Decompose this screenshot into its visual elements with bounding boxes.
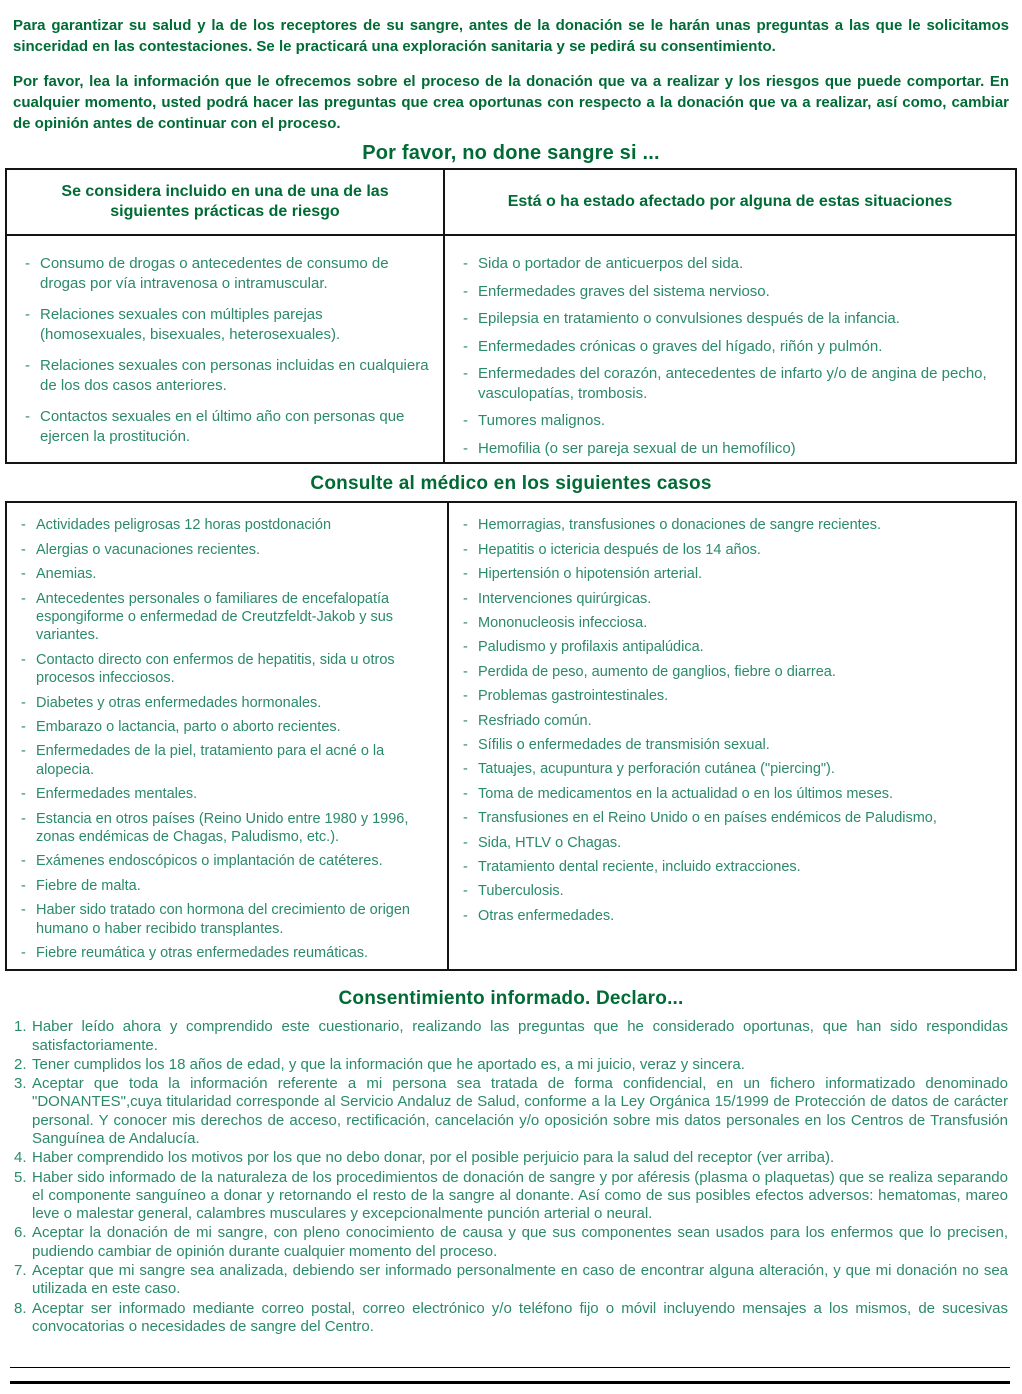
risk-table-right-cell bbox=[445, 236, 1015, 462]
consult-table-right-cell bbox=[449, 503, 1015, 969]
list-item: - Fiebre de malta. bbox=[19, 877, 437, 895]
risk-table-left-cell bbox=[7, 236, 445, 462]
list-item: - Tumores malignos. bbox=[461, 411, 1001, 431]
signature-rule-thin bbox=[10, 1367, 1010, 1368]
intro-paragraph-2: Por favor, lea la información que le ofrecemos sobre el proceso de la donación que va a realizar y los riesgos que puede comportar. En cualquier momento, usted podrá hacer las preguntas que crea oportunas con respecto a la donación que va a realizar, así como, cambiar de opinión antes de continuar con el proceso. bbox=[13, 73, 1009, 132]
list-item: - Enfermedades del corazón, antecedentes de infarto y/o de angina de pecho, vasculopatías, trombosis. bbox=[461, 364, 1001, 403]
list-item: - Hemorragias, transfusiones o donaciones de sangre recientes. bbox=[461, 516, 1005, 534]
consent-item bbox=[14, 1056, 1008, 1074]
consult-doctor-table bbox=[5, 501, 1017, 971]
consent-item bbox=[14, 1224, 1008, 1261]
list-item: - Consumo de drogas o antecedentes de consumo de drogas por vía intravenosa o intramuscular. bbox=[23, 254, 429, 294]
list-item: - Enfermedades de la piel, tratamiento para el acné o la alopecia. bbox=[19, 742, 437, 779]
consent-item-text: Haber leído ahora y comprendido este cuestionario, realizando las preguntas que he considerado oportunas, que han sido respondidas satisfactoriamente. bbox=[32, 1018, 1008, 1054]
signature-rule-thick bbox=[10, 1381, 1010, 1384]
list-item: - Enfermedades crónicas o graves del hígado, riñón y pulmón. bbox=[461, 337, 1001, 357]
list-item: - Antecedentes personales o familiares de encefalopatía espongiforme o enfermedad de Creutzfeldt-Jakob y sus variantes. bbox=[19, 590, 437, 645]
list-item: - Diabetes y otras enfermedades hormonales. bbox=[19, 694, 437, 712]
list-item: - Epilepsia en tratamiento o convulsiones después de la infancia. bbox=[461, 309, 1001, 329]
list-item: - Tuberculosis. bbox=[461, 882, 1005, 900]
consent-item-number: 7. bbox=[14, 1262, 27, 1280]
consent-item-text: Aceptar que mi sangre sea analizada, debiendo ser informado personalmente en caso de encontrar alguna alteración, y que mi donación no sea utilizada en este caso. bbox=[32, 1262, 1008, 1298]
consent-item-number: 1. bbox=[14, 1018, 27, 1036]
consent-item-number: 8. bbox=[14, 1299, 27, 1317]
list-item: - Exámenes endoscópicos o implantación de catéteres. bbox=[19, 852, 437, 870]
consent-item-number: 3. bbox=[14, 1075, 27, 1093]
consent-item bbox=[14, 1149, 1008, 1167]
list-item: - Anemias. bbox=[19, 565, 437, 583]
consent-item-text: Aceptar la donación de mi sangre, con pleno conocimiento de causa y que sus componentes sean usados para los enfermos que lo precisen, pudiendo cambiar de opinión durante cualquier momento del proceso. bbox=[32, 1224, 1008, 1260]
list-item: - Sida o portador de anticuerpos del sida. bbox=[461, 254, 1001, 274]
consent-item-text: Haber sido informado de la naturaleza de los procedimientos de donación de sangre y por aféresis (plasma o plaquetas) que se realiza separando el componente sanguíneo a donar y retornando el resto de la sangre al donante. Así como de sus posibles efectos adversos: hematomas, mareo leve o malestar general, calambres musculares y excepcionalmente punción arterial o neural. bbox=[32, 1168, 1008, 1223]
list-item: - Contacto directo con enfermos de hepatitis, sida u otros procesos infecciosos. bbox=[19, 651, 437, 688]
list-item: - Embarazo o lactancia, parto o aborto recientes. bbox=[19, 718, 437, 736]
list-item: - Haber sido tratado con hormona del crecimiento de origen humano o haber recibido transplantes. bbox=[19, 901, 437, 938]
informed-consent-list bbox=[14, 1018, 1008, 1336]
list-item: - Tratamiento dental reciente, incluido extracciones. bbox=[461, 858, 1005, 876]
consult-right-list bbox=[461, 516, 1005, 925]
list-item: - Toma de medicamentos en la actualidad o en los últimos meses. bbox=[461, 785, 1005, 803]
section-title-no-done-sangre: Por favor, no done sangre si ... bbox=[362, 142, 660, 165]
consent-item bbox=[14, 1262, 1008, 1299]
list-item: - Relaciones sexuales con personas incluidas en cualquiera de los dos casos anteriores. bbox=[23, 356, 429, 396]
list-item: - Hepatitis o ictericia después de los 14 años. bbox=[461, 541, 1005, 559]
list-item: - Actividades peligrosas 12 horas postdonación bbox=[19, 516, 437, 534]
list-item: - Enfermedades graves del sistema nervioso. bbox=[461, 282, 1001, 302]
risk-table-right-header: Está o ha estado afectado por alguna de estas situaciones bbox=[445, 170, 1015, 236]
consult-table-left-cell bbox=[7, 503, 449, 969]
intro-paragraph-1: Para garantizar su salud y la de los receptores de su sangre, antes de la donación se le harán unas preguntas a las que le solicitamos sinceridad en las contestaciones. Se le practicará una exploración sanitaria y se pedirá su consentimiento. bbox=[13, 17, 1009, 55]
list-item: - Mononucleosis infecciosa. bbox=[461, 614, 1005, 632]
list-item: - Alergias o vacunaciones recientes. bbox=[19, 541, 437, 559]
list-item: - Relaciones sexuales con múltiples parejas (homosexuales, bisexuales, heterosexuales). bbox=[23, 305, 429, 345]
list-item: - Paludismo y profilaxis antipalúdica. bbox=[461, 638, 1005, 656]
donation-consent-document bbox=[0, 16, 1022, 1394]
risk-table-left-header: Se considera incluido en una de una de las siguientes prácticas de riesgo bbox=[7, 170, 445, 236]
list-item: - Otras enfermedades. bbox=[461, 907, 1005, 925]
consent-item bbox=[14, 1018, 1008, 1055]
list-item: - Enfermedades mentales. bbox=[19, 785, 437, 803]
list-item: - Intervenciones quirúrgicas. bbox=[461, 590, 1005, 608]
list-item: - Contactos sexuales en el último año con personas que ejercen la prostitución. bbox=[23, 407, 429, 447]
affected-situations-list bbox=[461, 254, 1001, 458]
consent-item-text: Haber comprendido los motivos por los que no debo donar, por el posible perjuicio para la salud del receptor (ver arriba). bbox=[32, 1149, 835, 1167]
list-item: - Perdida de peso, aumento de ganglios, fiebre o diarrea. bbox=[461, 663, 1005, 681]
list-item: - Hipertensión o hipotensión arterial. bbox=[461, 565, 1005, 583]
consent-item-number: 2. bbox=[14, 1055, 27, 1073]
list-item: - Sífilis o enfermedades de transmisión sexual. bbox=[461, 736, 1005, 754]
consent-item bbox=[14, 1169, 1008, 1224]
consent-item-text: Aceptar ser informado mediante correo postal, correo electrónico y/o teléfono fijo o móvil incluyendo mensajes a los mismos, de sucesivas convocatorias o necesidades de sangre del Centro. bbox=[32, 1299, 1008, 1335]
consent-item bbox=[14, 1075, 1008, 1148]
list-item: - Estancia en otros países (Reino Unido entre 1980 y 1996, zonas endémicas de Chagas, Paludismo, etc.). bbox=[19, 810, 437, 847]
risk-practices-table bbox=[5, 168, 1017, 464]
consult-left-list bbox=[19, 516, 437, 962]
consent-item-text: Tener cumplidos los 18 años de edad, y que la información que he aportado es, a mi juicio, veraz y sincera. bbox=[32, 1055, 745, 1073]
section-title-consulte-medico: Consulte al médico en los siguientes casos bbox=[310, 473, 712, 495]
list-item: - Tatuajes, acupuntura y perforación cutánea ("piercing"). bbox=[461, 760, 1005, 778]
list-item: - Fiebre reumática y otras enfermedades reumáticas. bbox=[19, 944, 437, 962]
list-item: - Transfusiones en el Reino Unido o en países endémicos de Paludismo, bbox=[461, 809, 1005, 827]
list-item: - Sida, HTLV o Chagas. bbox=[461, 834, 1005, 852]
consent-item-number: 6. bbox=[14, 1224, 27, 1242]
consent-item-number: 4. bbox=[14, 1149, 27, 1167]
list-item: - Resfriado común. bbox=[461, 712, 1005, 730]
consent-item-text: Aceptar que toda la información referente a mi persona sea tratada de forma confidencial, en un fichero informatizado denominado "DONANTES",cuya titularidad corresponde al Servicio Andaluz de Salud, conforme a la Ley Orgánica 15/1999 de Protección de datos de carácter personal. Y conocer mis derechos de acceso, rectificación, cancelación y/o oposición sobre mis datos personales en los Centros de Transfusión Sanguínea de Andalucía. bbox=[32, 1075, 1008, 1147]
consent-item-number: 5. bbox=[14, 1168, 27, 1186]
risk-practices-list bbox=[23, 254, 429, 447]
section-title-consentimiento: Consentimiento informado. Declaro... bbox=[338, 988, 684, 1010]
consent-item bbox=[14, 1300, 1008, 1337]
list-item: - Hemofilia (o ser pareja sexual de un hemofílico) bbox=[461, 439, 1001, 459]
list-item: - Problemas gastrointestinales. bbox=[461, 687, 1005, 705]
